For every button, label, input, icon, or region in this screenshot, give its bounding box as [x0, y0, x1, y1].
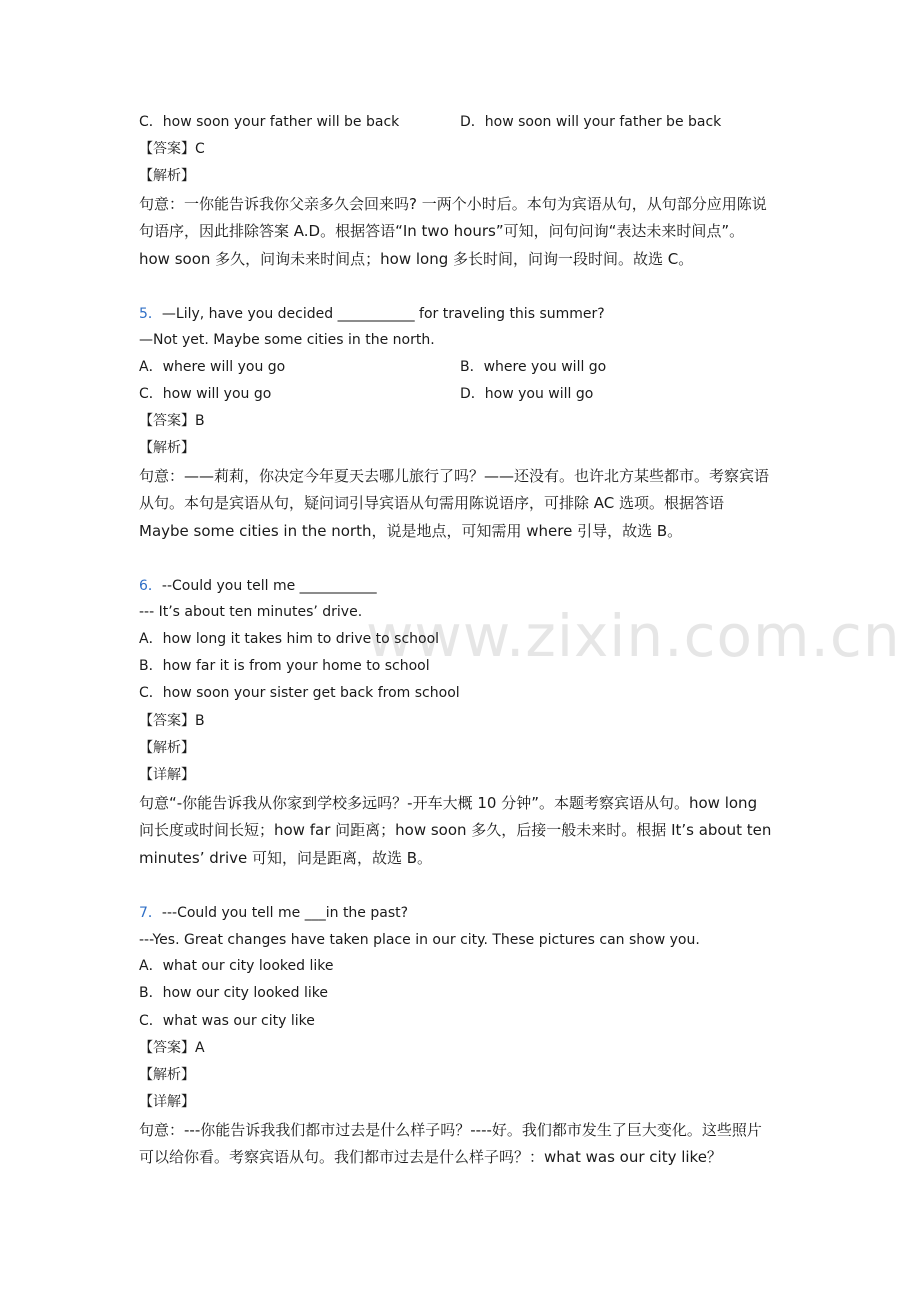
q4-analysis-label: 【解析】: [139, 168, 195, 184]
q7-option-c: C．what was our city like: [139, 1013, 315, 1029]
q4-option-c: C．how soon your father will be back: [139, 114, 400, 130]
q5-option-b: B．where you will go: [460, 359, 607, 375]
q7-question-text: ---Could you tell me ___in the past?: [161, 905, 409, 921]
q5-number: 5．: [139, 306, 162, 322]
q4-analysis: 句意：一你能告诉我你父亲多久会回来吗? 一两个小时后。本句为宾语从句，从句部分应用陈说句语序，因此排除答案 A.D。根据答语“In two hours”可知，问句问询“表达未来时间点”。how soon 多久，问询未来时间点；how long 多长时间，问询一段时间。故选 C。: [139, 195, 767, 268]
q5-analysis: 句意：——莉莉，你决定今年夏天去哪儿旅行了吗？——还没有。也许北方某些都市。考察宾语从句。本句是宾语从句，疑问词引导宾语从句需用陈说语序，可排除 AC 选项。根据答语 Maybe some cities in the north，说是地点，可知需用 where 引导，故选 B。: [139, 467, 770, 540]
q4-option-d: D．how soon will your father be back: [460, 114, 722, 130]
q7-analysis-label: 【解析】: [139, 1067, 195, 1083]
q5-option-c: C．how will you go: [139, 386, 272, 402]
q7-number: 7．: [139, 905, 162, 921]
q7-question: [139, 903, 408, 923]
q7-option-b: B．how our city looked like: [139, 985, 328, 1001]
q5-option-a: A．where will you go: [139, 359, 286, 375]
q4-answer: 【答案】C: [139, 141, 205, 157]
q5-reply: —Not yet. Maybe some cities in the north.: [139, 332, 435, 348]
q5-analysis-label: 【解析】: [139, 440, 195, 456]
q6-detail: 句意“-你能告诉我从你家到学校多远吗？-开车大概 10 分钟”。本题考察宾语从句。how long 问长度或时间长短；how far 问距离；how soon 多久，后接一般未来时。根据 It’s about ten minutes’ drive 可知，问是距离，故选 B。: [139, 794, 772, 867]
q5-answer: 【答案】B: [139, 413, 205, 429]
q7-reply: ---Yes. Great changes have taken place in our city. These pictures can show you.: [139, 932, 700, 948]
watermark: www.zixin.com.cn: [366, 602, 901, 670]
q6-question: [139, 576, 377, 596]
q5-option-d: D．how you will go: [460, 386, 594, 402]
q6-option-c: C．how soon your sister get back from school: [139, 685, 460, 701]
q5-question: [139, 304, 605, 324]
q6-detail-label: 【详解】: [139, 767, 195, 783]
q7-answer: 【答案】A: [139, 1040, 205, 1056]
q6-answer: 【答案】B: [139, 713, 205, 729]
q7-detail: 句意：---你能告诉我我们都市过去是什么样子吗？----好。我们都市发生了巨大变化。这些照片可以给你看。考察宾语从句。我们都市过去是什么样子吗？：what was our city like？: [139, 1121, 762, 1167]
q7-detail-label: 【详解】: [139, 1094, 195, 1110]
q6-question-text: --Could you tell me ___________: [161, 578, 377, 594]
q6-number: 6．: [139, 578, 162, 594]
q6-option-b: B．how far it is from your home to school: [139, 658, 430, 674]
q5-question-text: —Lily, have you decided ___________ for traveling this summer?: [161, 306, 605, 322]
q6-reply: --- It’s about ten minutes’ drive.: [139, 604, 363, 620]
q6-analysis-label: 【解析】: [139, 740, 195, 756]
q6-option-a: A．how long it takes him to drive to school: [139, 631, 440, 647]
q7-option-a: A．what our city looked like: [139, 958, 334, 974]
